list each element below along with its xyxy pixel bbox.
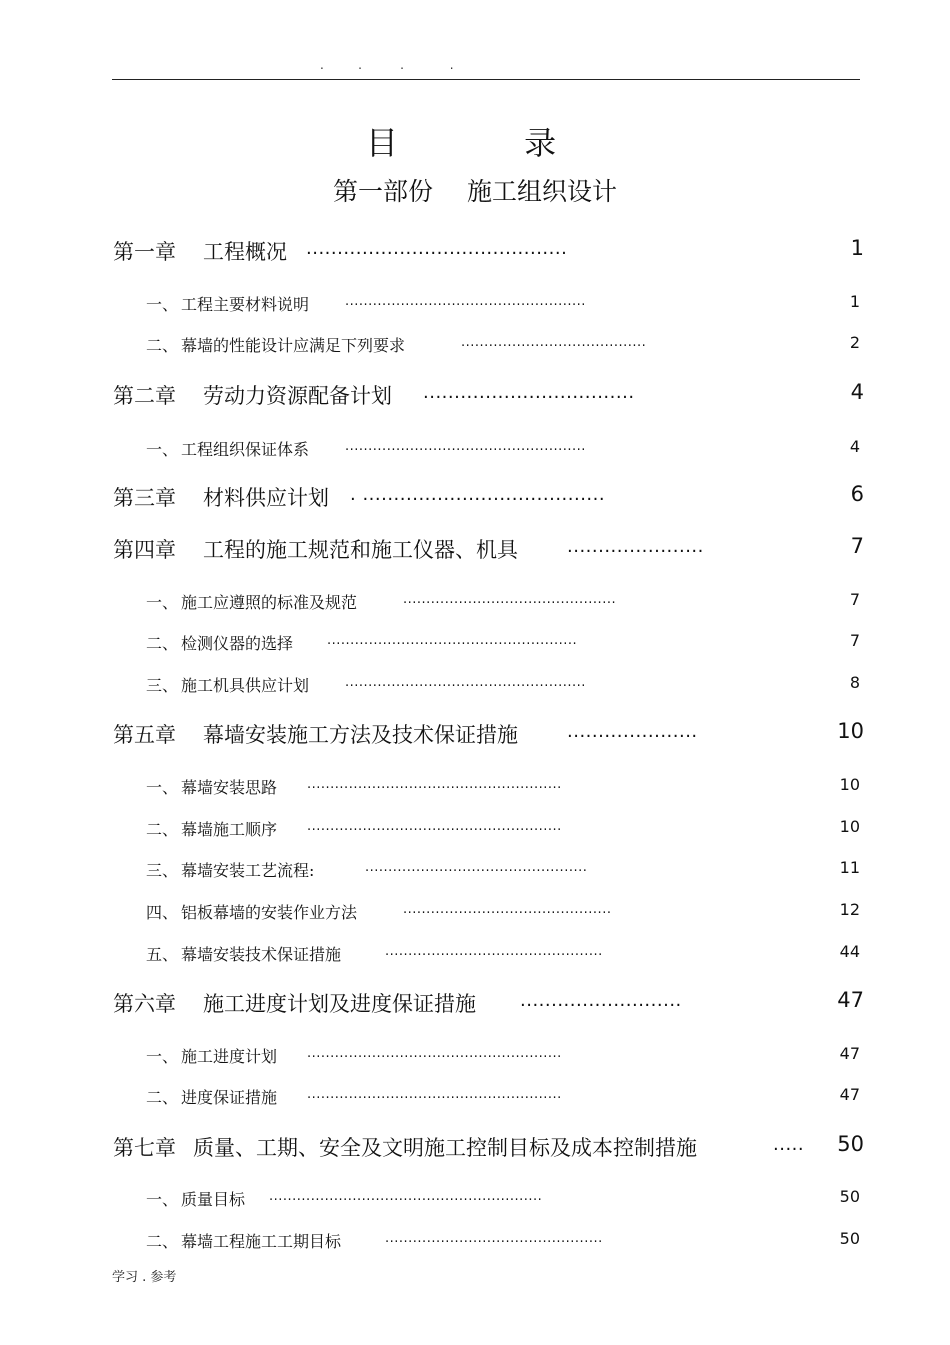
toc-chapter-row[interactable] [0, 482, 950, 512]
section-number: 一、 [146, 1047, 179, 1066]
part-label: 第一部份 [332, 177, 433, 206]
page-number: 11 [839, 858, 860, 877]
chapter-label: 幕墙安装施工方法及技术保证措施 [203, 723, 518, 747]
leader-dots: ........................................................... [269, 1189, 543, 1204]
page-number: 10 [839, 775, 860, 794]
section-number: 一、 [146, 295, 179, 314]
leader-dots: ...................... [567, 536, 704, 557]
page-number: 10 [837, 719, 864, 743]
leader-dots: ....................................................... [307, 1046, 562, 1061]
chapter-number: 第七章 [113, 1136, 176, 1160]
chapter-label: 质量、工期、安全及文明施工控制目标及成本控制措施 [193, 1136, 697, 1160]
section-label: 工程组织保证体系 [181, 440, 310, 459]
page-number: 1 [850, 236, 864, 260]
chapter-number: 第六章 [113, 992, 176, 1016]
page-footer: 学习 . 参考 [112, 1270, 177, 1285]
section-number: 二、 [146, 336, 179, 355]
page-number: 47 [839, 1044, 860, 1063]
toc-section-row[interactable] [0, 1085, 950, 1115]
toc-section-row[interactable] [0, 590, 950, 620]
section-label: 进度保证措施 [181, 1088, 278, 1107]
toc-chapter-row[interactable] [0, 534, 950, 564]
section-number: 二、 [146, 634, 179, 653]
section-label: 工程主要材料说明 [181, 295, 310, 314]
page-number: 1 [849, 292, 860, 311]
section-number: 二、 [146, 1232, 179, 1251]
toc-section-row[interactable] [0, 673, 950, 703]
section-number: 三、 [146, 861, 179, 880]
leader-dots: .......................... [520, 990, 682, 1011]
section-number: 一、 [146, 440, 179, 459]
chapter-label: 工程概况 [203, 240, 287, 264]
leader-dots: ...................................................... [327, 633, 578, 648]
section-number: 一、 [146, 1190, 179, 1209]
leader-dots: ..................... [567, 721, 698, 742]
page-number: 7 [849, 590, 860, 609]
toc-chapter-row[interactable] [0, 719, 950, 749]
toc-section-row[interactable] [0, 1044, 950, 1074]
part-name: 施工组织设计 [467, 177, 618, 206]
page-number: 44 [839, 942, 860, 961]
page-number: 7 [850, 534, 864, 558]
chapter-label: 劳动力资源配备计划 [203, 384, 392, 408]
chapter-number: 第五章 [113, 723, 176, 747]
leader-dots: ........................................ [461, 335, 647, 350]
toc-section-row[interactable] [0, 1187, 950, 1217]
toc-section-row[interactable] [0, 333, 950, 363]
leader-dots: ............................................... [385, 944, 603, 959]
toc-section-row[interactable] [0, 1229, 950, 1259]
header-dots: . . . . [320, 58, 454, 72]
toc-section-row[interactable] [0, 631, 950, 661]
section-label: 检测仪器的选择 [181, 634, 294, 653]
toc-section-row[interactable] [0, 292, 950, 322]
toc-chapter-row[interactable] [0, 1132, 950, 1162]
leader-dots: ................................................ [365, 860, 588, 875]
section-label: 幕墙安装思路 [181, 778, 278, 797]
section-number: 五、 [146, 945, 179, 964]
page-number: 47 [837, 988, 864, 1012]
section-number: 一、 [146, 593, 179, 612]
section-label: 施工机具供应计划 [181, 676, 310, 695]
chapter-number: 第四章 [113, 538, 176, 562]
leader-dots: ....................................................... [307, 777, 562, 792]
leader-dots: . ....................................... [350, 484, 606, 505]
part-title [0, 172, 950, 208]
toc-chapter-row[interactable] [0, 988, 950, 1018]
page-number: 8 [849, 673, 860, 692]
document-title: 目 录 [365, 124, 615, 162]
page-number: 12 [839, 900, 860, 919]
page-number: 6 [850, 482, 864, 506]
section-number: 三、 [146, 676, 179, 695]
toc-section-row[interactable] [0, 775, 950, 805]
page-number: 10 [839, 817, 860, 836]
chapter-label: 材料供应计划 [203, 486, 329, 510]
leader-dots: .................................. [423, 382, 635, 403]
toc-section-row[interactable] [0, 900, 950, 930]
section-label: 幕墙的性能设计应满足下列要求 [181, 336, 406, 355]
chapter-label: 施工进度计划及进度保证措施 [203, 992, 476, 1016]
toc-chapter-row[interactable] [0, 380, 950, 410]
leader-dots: ............................................. [403, 902, 612, 917]
leader-dots: .............................................. [403, 592, 617, 607]
page-number: 4 [850, 380, 864, 404]
leader-dots: ..... [773, 1134, 805, 1155]
leader-dots: .................................................... [345, 439, 586, 454]
page-number: 47 [839, 1085, 860, 1104]
chapter-label: 工程的施工规范和施工仪器、机具 [203, 538, 518, 562]
chapter-number: 第一章 [113, 240, 176, 264]
section-label: 幕墙安装工艺流程: [181, 861, 315, 880]
header-rule [112, 79, 860, 80]
toc-section-row[interactable] [0, 437, 950, 467]
section-number: 四、 [146, 903, 179, 922]
section-number: 一、 [146, 778, 179, 797]
leader-dots: .................................................... [345, 675, 586, 690]
section-label: 施工进度计划 [181, 1047, 278, 1066]
section-number: 二、 [146, 1088, 179, 1107]
section-label: 幕墙工程施工工期目标 [181, 1232, 342, 1251]
leader-dots: ....................................................... [307, 819, 562, 834]
page-number: 2 [849, 333, 860, 352]
toc-chapter-row[interactable] [0, 236, 950, 266]
chapter-number: 第三章 [113, 486, 176, 510]
toc-section-row[interactable] [0, 817, 950, 847]
chapter-number: 第二章 [113, 384, 176, 408]
section-number: 二、 [146, 820, 179, 839]
toc-section-row[interactable] [0, 942, 950, 972]
section-label: 施工应遵照的标准及规范 [181, 593, 358, 612]
page-number: 50 [839, 1229, 860, 1248]
leader-dots: ............................................... [385, 1231, 603, 1246]
section-label: 幕墙安装技术保证措施 [181, 945, 342, 964]
toc-section-row[interactable] [0, 858, 950, 888]
page-number: 50 [837, 1132, 864, 1156]
section-label: 铝板幕墙的安装作业方法 [181, 903, 358, 922]
page-number: 7 [849, 631, 860, 650]
leader-dots: .................................................... [345, 294, 586, 309]
section-label: 质量目标 [181, 1190, 246, 1209]
page-number: 50 [839, 1187, 860, 1206]
section-label: 幕墙施工顺序 [181, 820, 278, 839]
leader-dots: ....................................................... [307, 1087, 562, 1102]
page-number: 4 [849, 437, 860, 456]
leader-dots: .......................................... [306, 238, 568, 259]
